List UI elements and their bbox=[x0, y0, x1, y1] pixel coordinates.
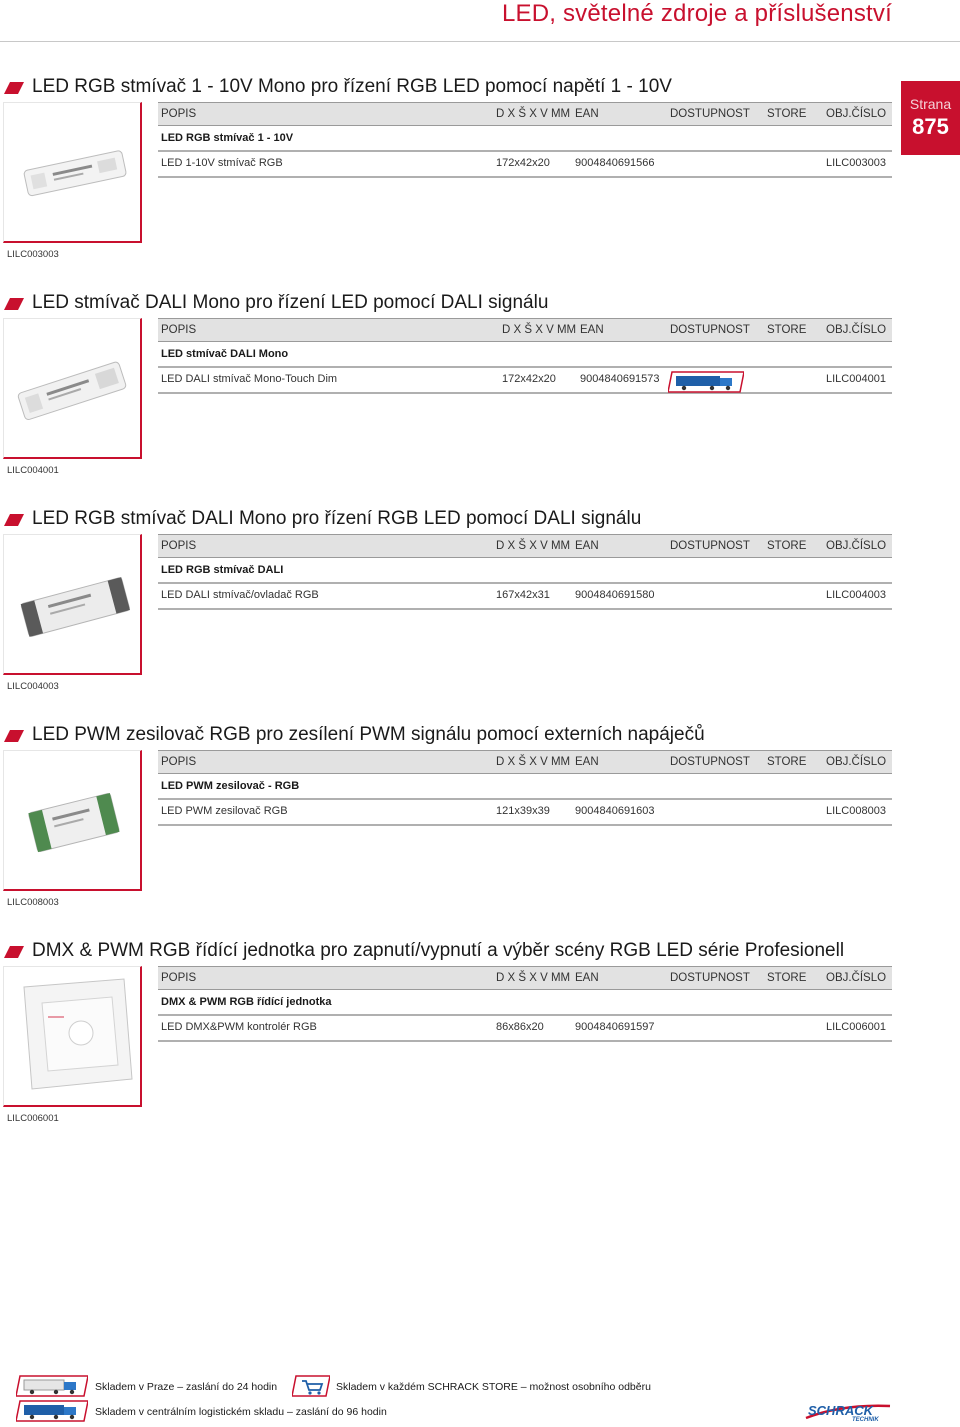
product-image bbox=[3, 750, 142, 891]
shopping-cart-icon bbox=[292, 1375, 330, 1397]
table-group-row bbox=[158, 774, 892, 800]
cell-order-number: LILC004003 bbox=[826, 589, 886, 601]
table-group-row bbox=[158, 990, 892, 1016]
col-order-number: OBJ.ČÍSLO bbox=[826, 756, 887, 768]
cell-dimensions: 167x42x31 bbox=[496, 589, 550, 601]
table-row bbox=[158, 800, 892, 826]
section-marker-icon bbox=[4, 514, 24, 526]
product-section bbox=[0, 724, 900, 924]
schrack-logo bbox=[802, 1400, 892, 1422]
col-popis: POPIS bbox=[161, 108, 197, 120]
col-dimensions: D X Š X V MM bbox=[502, 324, 577, 336]
product-image bbox=[3, 966, 142, 1107]
col-availability: DOSTUPNOST bbox=[670, 540, 750, 552]
col-order-number: OBJ.ČÍSLO bbox=[826, 972, 887, 984]
group-label: LED PWM zesilovač - RGB bbox=[161, 780, 300, 792]
cell-ean: 9004840691603 bbox=[575, 805, 655, 817]
group-label: LED stmívač DALI Mono bbox=[161, 348, 289, 360]
cell-ean: 9004840691566 bbox=[575, 157, 655, 169]
truck-icon bbox=[16, 1400, 88, 1422]
cell-dimensions: 86x86x20 bbox=[496, 1021, 544, 1033]
col-store: STORE bbox=[767, 540, 807, 552]
table-header bbox=[158, 750, 892, 774]
cell-order-number: LILC003003 bbox=[826, 157, 886, 169]
cell-order-number: LILC004001 bbox=[826, 373, 886, 385]
col-dimensions: D X Š X V MM bbox=[496, 540, 571, 552]
table-header bbox=[158, 534, 892, 558]
product-image-code: LILC003003 bbox=[7, 249, 59, 260]
col-store: STORE bbox=[767, 324, 807, 336]
cell-popis: LED DALI stmívač/ovladač RGB bbox=[161, 589, 319, 601]
col-popis: POPIS bbox=[161, 540, 197, 552]
cell-ean: 9004840691573 bbox=[580, 373, 660, 385]
table-row bbox=[158, 368, 892, 394]
product-image-code: LILC004003 bbox=[7, 681, 59, 692]
cell-ean: 9004840691597 bbox=[575, 1021, 655, 1033]
legend-central: Skladem v centrálním logistickém skladu – zaslání do 96 hodin bbox=[95, 1406, 387, 1418]
product-image bbox=[3, 102, 142, 243]
product-image bbox=[3, 318, 142, 459]
product-image-code: LILC008003 bbox=[7, 897, 59, 908]
cell-popis: LED DMX&PWM kontrolér RGB bbox=[161, 1021, 317, 1033]
group-label: LED RGB stmívač DALI bbox=[161, 564, 284, 576]
footer-legend bbox=[0, 1370, 960, 1427]
product-table bbox=[158, 534, 892, 610]
col-ean: EAN bbox=[575, 972, 599, 984]
col-availability: DOSTUPNOST bbox=[670, 972, 750, 984]
table-row bbox=[158, 1016, 892, 1042]
group-label: LED RGB stmívač 1 - 10V bbox=[161, 132, 294, 144]
table-header bbox=[158, 318, 892, 342]
col-dimensions: D X Š X V MM bbox=[496, 108, 571, 120]
cell-popis: LED DALI stmívač Mono-Touch Dim bbox=[161, 373, 338, 385]
section-marker-icon bbox=[4, 730, 24, 742]
table-row bbox=[158, 584, 892, 610]
product-section bbox=[0, 76, 900, 276]
truck-icon bbox=[668, 371, 744, 393]
product-image-code: LILC006001 bbox=[7, 1113, 59, 1124]
product-section bbox=[0, 508, 900, 708]
col-order-number: OBJ.ČÍSLO bbox=[826, 540, 887, 552]
truck-icon bbox=[16, 1375, 88, 1397]
page-number: 875 bbox=[912, 114, 949, 139]
table-group-row bbox=[158, 558, 892, 584]
col-order-number: OBJ.ČÍSLO bbox=[826, 108, 887, 120]
col-availability: DOSTUPNOST bbox=[670, 108, 750, 120]
cell-order-number: LILC008003 bbox=[826, 805, 886, 817]
col-store: STORE bbox=[767, 972, 807, 984]
section-title: LED stmívač DALI Mono pro řízení LED pomocí DALI signálu bbox=[32, 292, 549, 313]
cell-dimensions: 172x42x20 bbox=[502, 373, 556, 385]
product-table bbox=[158, 966, 892, 1042]
col-order-number: OBJ.ČÍSLO bbox=[826, 324, 887, 336]
section-title: LED RGB stmívač 1 - 10V Mono pro řízení RGB LED pomocí napětí 1 - 10V bbox=[32, 76, 672, 97]
product-section bbox=[0, 940, 900, 1140]
cell-order-number: LILC006001 bbox=[826, 1021, 886, 1033]
page-tab-label: Strana bbox=[909, 96, 952, 112]
col-ean: EAN bbox=[580, 324, 604, 336]
cell-dimensions: 172x42x20 bbox=[496, 157, 550, 169]
cell-dimensions: 121x39x39 bbox=[496, 805, 550, 817]
col-store: STORE bbox=[767, 108, 807, 120]
header-rule bbox=[0, 41, 960, 42]
product-image bbox=[3, 534, 142, 675]
section-marker-icon bbox=[4, 298, 24, 310]
col-store: STORE bbox=[767, 756, 807, 768]
cell-popis: LED PWM zesilovač RGB bbox=[161, 805, 288, 817]
col-ean: EAN bbox=[575, 756, 599, 768]
col-popis: POPIS bbox=[161, 972, 197, 984]
col-availability: DOSTUPNOST bbox=[670, 756, 750, 768]
product-image-code: LILC004001 bbox=[7, 465, 59, 476]
table-header bbox=[158, 966, 892, 990]
col-popis: POPIS bbox=[161, 756, 197, 768]
section-title: LED PWM zesilovač RGB pro zesílení PWM signálu pomocí externích napáječů bbox=[32, 724, 705, 745]
product-section bbox=[0, 292, 900, 492]
cell-popis: LED 1-10V stmívač RGB bbox=[161, 157, 283, 169]
table-group-row bbox=[158, 126, 892, 152]
col-popis: POPIS bbox=[161, 324, 197, 336]
section-marker-icon bbox=[4, 82, 24, 94]
product-table bbox=[158, 102, 892, 178]
product-table bbox=[158, 750, 892, 826]
table-group-row bbox=[158, 342, 892, 368]
col-ean: EAN bbox=[575, 108, 599, 120]
table-header bbox=[158, 102, 892, 126]
svg-text:SCHRACK: SCHRACK bbox=[808, 1403, 873, 1418]
col-dimensions: D X Š X V MM bbox=[496, 756, 571, 768]
product-table bbox=[158, 318, 892, 394]
page-tab bbox=[901, 81, 960, 155]
table-row bbox=[158, 152, 892, 178]
group-label: DMX & PWM RGB řídící jednotka bbox=[161, 996, 332, 1008]
col-ean: EAN bbox=[575, 540, 599, 552]
page-header-title: LED, světelné zdroje a příslušenství bbox=[501, 0, 892, 27]
section-title: LED RGB stmívač DALI Mono pro řízení RGB LED pomocí DALI signálu bbox=[32, 508, 642, 529]
cell-ean: 9004840691580 bbox=[575, 589, 655, 601]
legend-prague: Skladem v Praze – zaslání do 24 hodin bbox=[95, 1381, 278, 1393]
svg-text:TECHNIK: TECHNIK bbox=[852, 1417, 879, 1422]
col-dimensions: D X Š X V MM bbox=[496, 972, 571, 984]
section-marker-icon bbox=[4, 946, 24, 958]
col-availability: DOSTUPNOST bbox=[670, 324, 750, 336]
legend-store: Skladem v každém SCHRACK STORE – možnost osobního odběru bbox=[336, 1381, 651, 1393]
section-title: DMX & PWM RGB řídící jednotka pro zapnutí/vypnutí a výběr scény RGB LED série Profesionell bbox=[32, 940, 845, 961]
